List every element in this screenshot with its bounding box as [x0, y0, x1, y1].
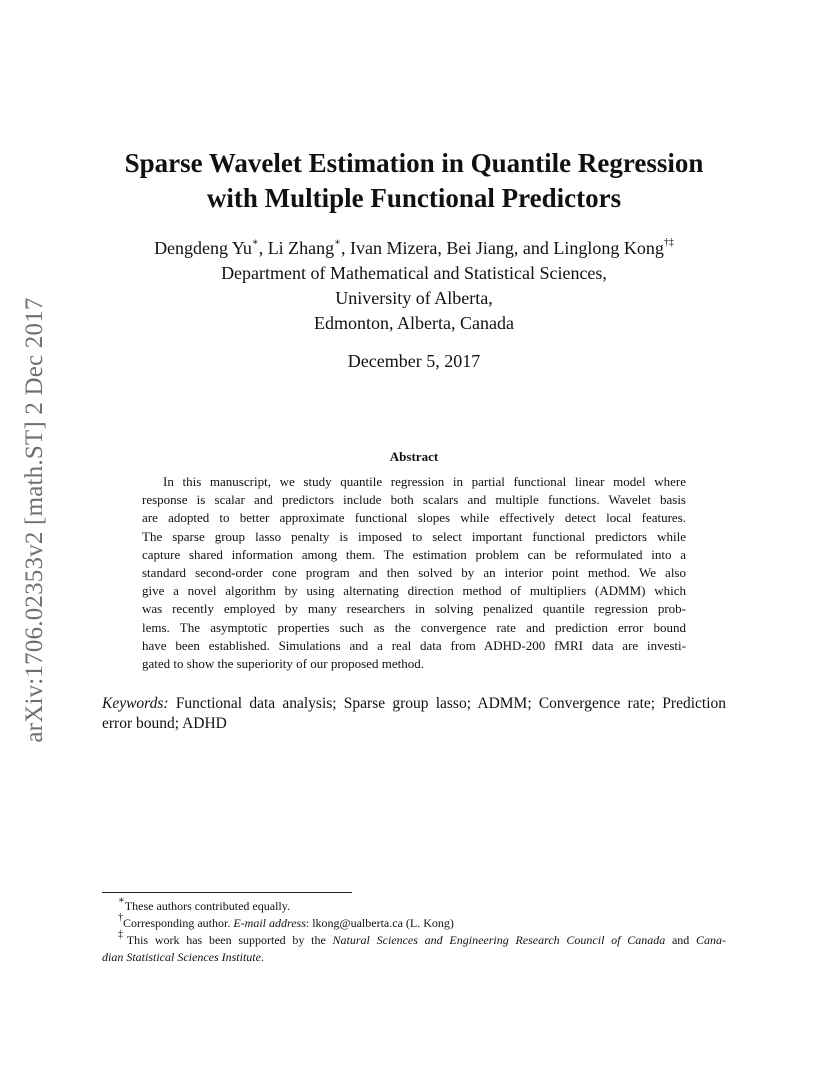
author-name: Ivan Mizera	[349, 238, 438, 258]
footnote-text: .	[260, 950, 264, 964]
author-name: Bei Jiang	[446, 238, 514, 258]
paper-title	[0, 146, 828, 216]
email-address: : lkong@ualberta.ca (L. Kong)	[305, 916, 454, 930]
keywords-line-2: error bound; ADHD	[102, 715, 227, 732]
keywords-text: Functional data analysis; Sparse group lasso; ADMM; Convergence rate; Prediction	[175, 695, 726, 712]
footnote-mark: ∗	[118, 895, 125, 906]
footnote-text: This work has been supported by the	[126, 933, 333, 947]
author-separator: ,	[258, 238, 268, 258]
footnote-mark: ‡	[118, 929, 127, 940]
footnote-text: These authors contributed equally.	[124, 899, 290, 913]
author-separator: ,	[340, 238, 350, 258]
abstract-line: are adopted to better approximate functional slopes while effectively detect local features.	[142, 510, 686, 526]
abstract-line: give a novel algorithm by using alternating direction method of multipliers (ADMM) which	[142, 583, 686, 599]
footnote-corresponding-author	[102, 912, 726, 932]
author-name: Dengdeng Yu	[154, 238, 252, 258]
footnote-funding	[102, 929, 727, 949]
abstract-line: was recently employed by many researchers in solving penalized quantile regression prob-	[142, 601, 686, 617]
email-label: E-mail address	[233, 916, 306, 930]
author-name: Li Zhang	[267, 238, 335, 258]
abstract-line: capture shared information among them. The estimation problem can be reformulated into a	[142, 546, 686, 562]
affiliation-line-3: Edmonton, Alberta, Canada	[314, 313, 514, 333]
keywords-label: Keywords:	[102, 695, 169, 712]
author-mark: ∗	[334, 237, 341, 248]
abstract-line: response is scalar and predictors include both scalars and multiple functions. Wavelet basis	[142, 492, 686, 508]
footnote-mark: †	[118, 912, 123, 923]
title-line-2: with Multiple Functional Predictors	[206, 183, 622, 213]
paper-date: December 5, 2017	[347, 351, 481, 371]
footnote-divider	[102, 892, 352, 893]
keywords-block	[102, 694, 726, 734]
affiliation-line-2: University of Alberta,	[335, 288, 493, 308]
arxiv-identifier-stamp: arXiv:1706.02353v2 [math.ST] 2 Dec 2017	[21, 297, 48, 743]
footnote-equal-contribution	[102, 895, 726, 915]
abstract-heading: Abstract	[389, 449, 439, 464]
keywords-line-1	[102, 694, 726, 714]
footnote-text: Corresponding author.	[123, 916, 234, 930]
funding-institute-part-2: dian Statistical Sciences Institute	[102, 950, 261, 964]
author-list	[0, 236, 828, 261]
author-mark: ∗	[251, 237, 259, 248]
funding-institute-part-1: Cana-	[696, 933, 727, 947]
author-separator: , and	[513, 238, 554, 258]
author-block	[0, 236, 828, 336]
abstract-line: In this manuscript, we study quantile regression in partial functional linear model where	[163, 474, 686, 489]
footnotes	[102, 895, 727, 966]
abstract-body	[142, 473, 686, 673]
abstract-line: standard second-order cone program and then solved by an interior point method. We also	[142, 565, 686, 581]
affiliation-line-1: Department of Mathematical and Statistical Sciences,	[221, 263, 607, 283]
footnote-funding-continued	[102, 949, 726, 966]
author-separator: ,	[437, 238, 447, 258]
footnote-text: and	[665, 933, 697, 947]
author-mark: †‡	[663, 237, 674, 248]
abstract-line: gated to show the superiority of our proposed method.	[142, 656, 424, 672]
funding-council: Natural Sciences and Engineering Research Council of Canada	[332, 933, 666, 947]
author-name: Linglong Kong	[553, 238, 664, 258]
title-line-1: Sparse Wavelet Estimation in Quantile Regression	[124, 148, 704, 178]
abstract-line: lems. The asymptotic properties such as the convergence rate and prediction error bound	[142, 619, 686, 635]
abstract-line: The sparse group lasso penalty is imposed to select important functional predictors while	[142, 528, 686, 544]
abstract-line: have been established. Simulations and a real data from ADHD-200 fMRI data are investi-	[142, 637, 686, 653]
